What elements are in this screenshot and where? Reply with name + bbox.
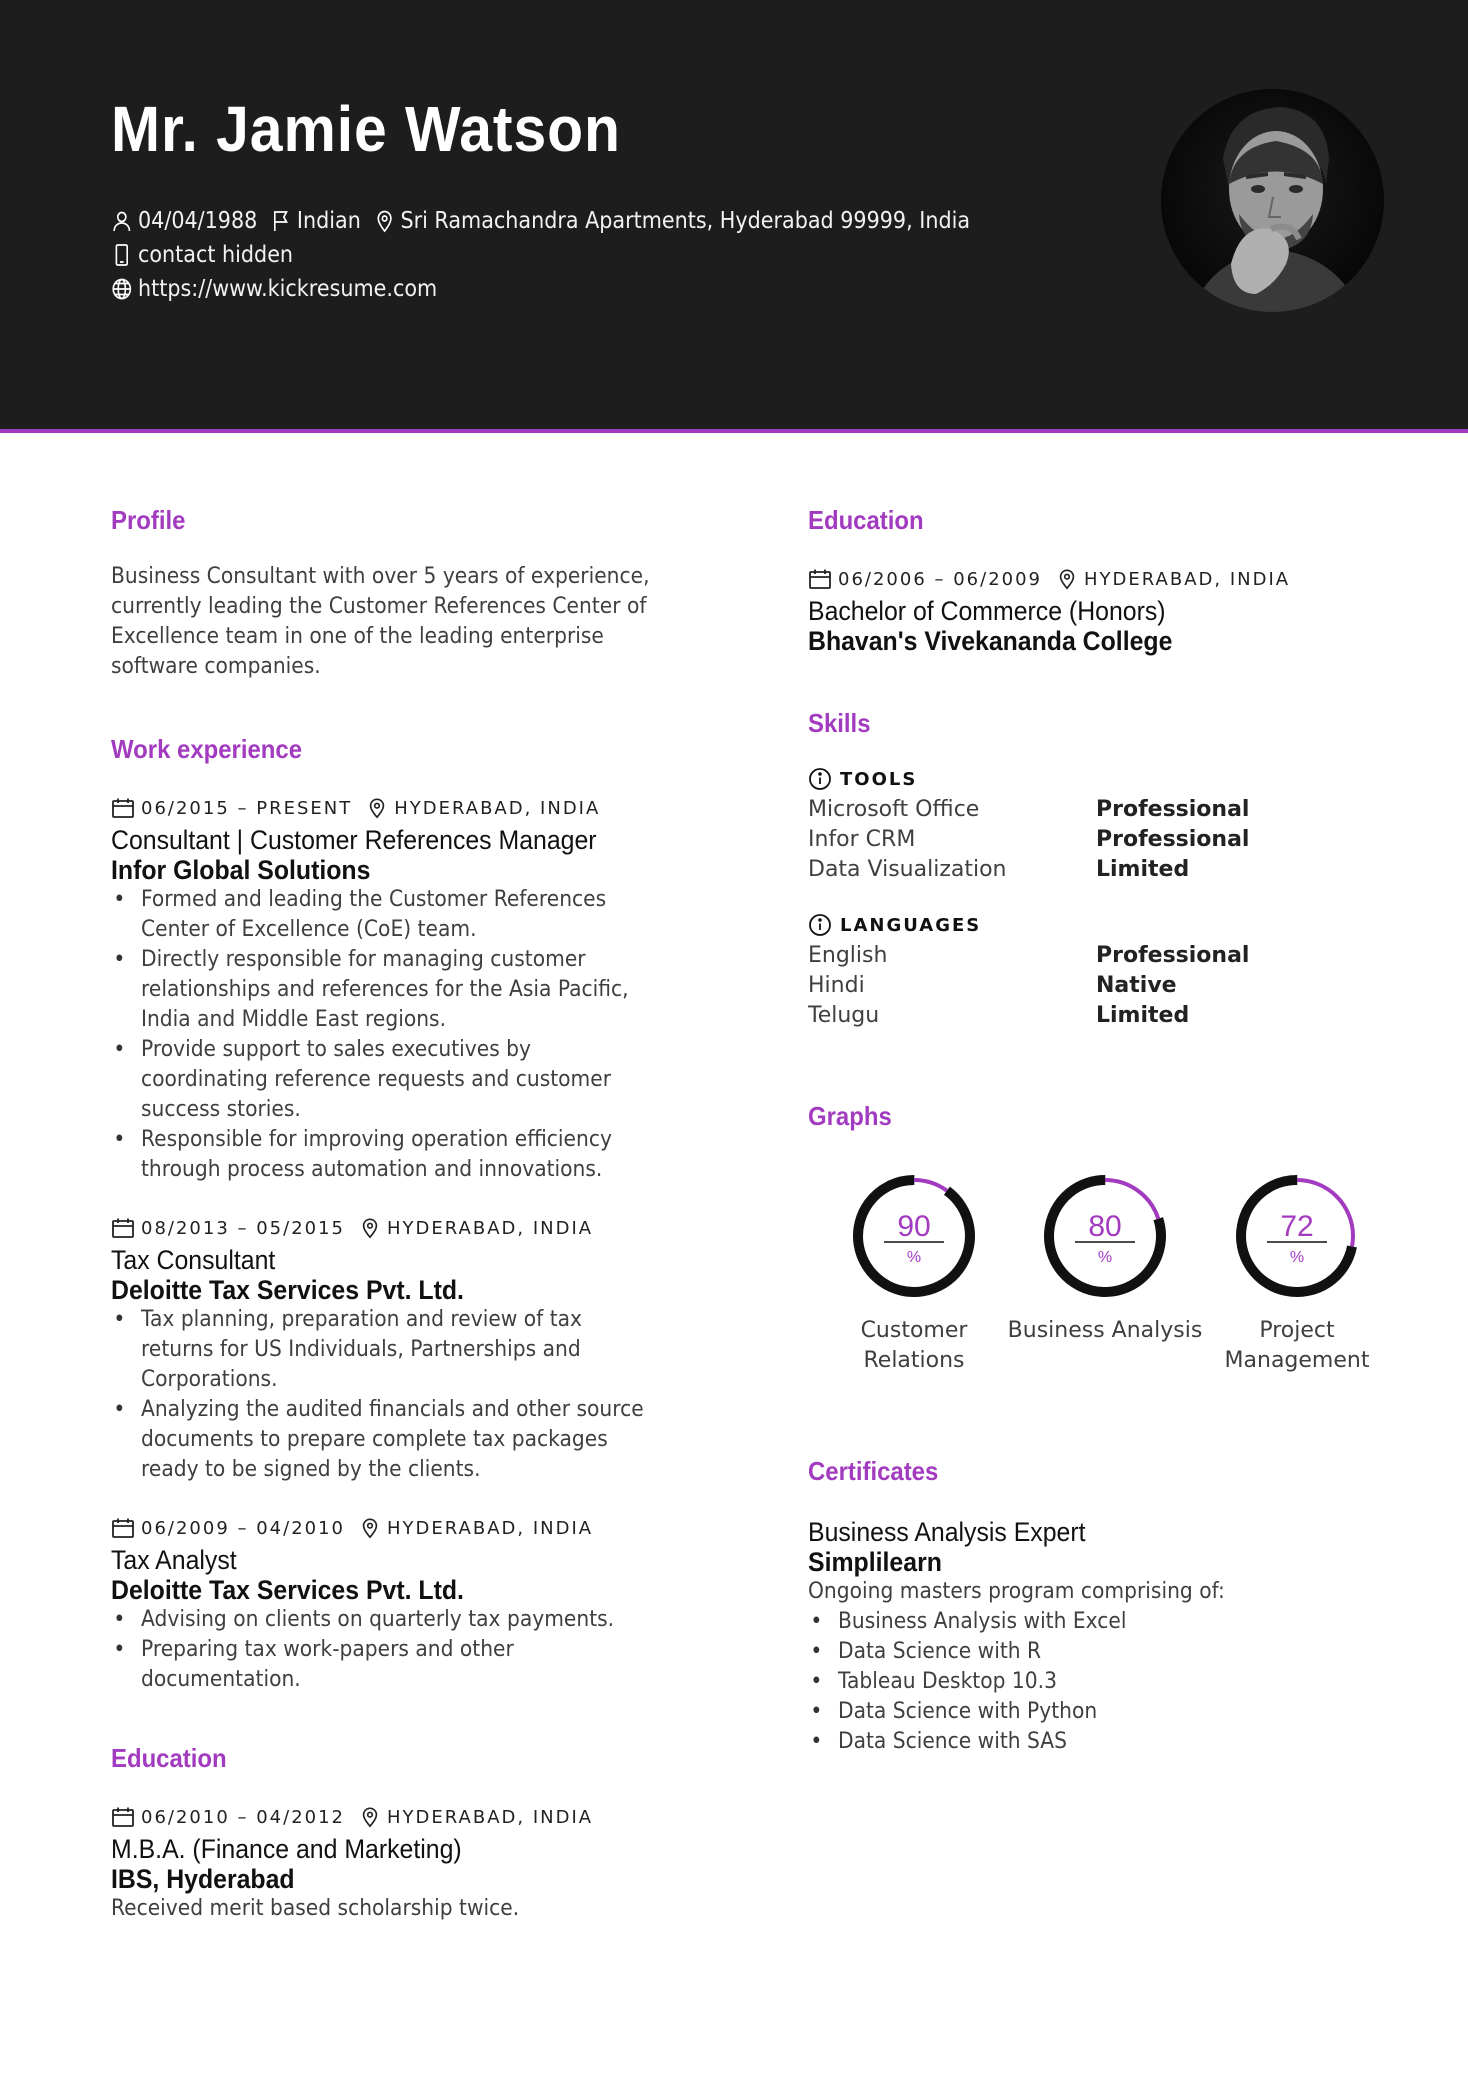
skill-row xyxy=(808,855,1368,885)
birth-date-item xyxy=(111,208,257,234)
gauge-unit: % xyxy=(1289,1249,1305,1266)
education-left-section xyxy=(111,1743,691,1924)
calendar-icon xyxy=(111,1517,135,1539)
job-bullets xyxy=(111,1605,691,1695)
education-note: Received merit based scholarship twice. xyxy=(111,1896,520,1921)
profile-text: Business Consultant with over 5 years of experience, currently leading the Customer References Center of Excellence team in one of the leading enterprise software companies. xyxy=(111,564,650,679)
address: Sri Ramachandra Apartments, Hyderabad 99999, India xyxy=(400,208,971,234)
gauge-value: 80 xyxy=(1088,1210,1122,1243)
certificate-item: • Data Science with SAS xyxy=(838,1727,1353,1757)
skill-level: Native xyxy=(1096,973,1177,998)
personal-info-row xyxy=(111,208,983,234)
job-dates: 08/2013 – 05/2015 xyxy=(141,1217,345,1239)
job-meta xyxy=(111,1215,691,1241)
skill-category xyxy=(808,767,1368,885)
nationality-item xyxy=(270,208,361,234)
skill-level: Professional xyxy=(1096,943,1250,968)
education-school: IBS, Hyderabad xyxy=(111,1864,295,1894)
skill-category-name: LANGUAGES xyxy=(840,914,982,936)
gauge-label: Business Analysis xyxy=(1007,1318,1203,1343)
person-icon xyxy=(111,209,133,233)
job-company: Infor Global Solutions xyxy=(111,855,371,885)
job-bullet: • Formed and leading the Customer References Center of Excellence (CoE) team. xyxy=(141,885,656,945)
job-bullet: • Analyzing the audited financials and other source documents to prepare complete tax packages ready to be signed by the clients. xyxy=(141,1395,656,1485)
jobs-list xyxy=(111,795,691,1695)
phone-icon xyxy=(111,243,133,267)
graphs-list xyxy=(808,1166,1368,1406)
job-location: HYDERABAD, INDIA xyxy=(387,1217,594,1239)
graphs-section xyxy=(808,1101,1368,1406)
job-entry xyxy=(111,1515,691,1695)
address-item xyxy=(373,208,970,234)
gauge-label: Project Management xyxy=(1224,1318,1370,1373)
work-experience-section xyxy=(111,734,691,1695)
gauge-ring xyxy=(1035,1166,1175,1306)
location-pin-icon xyxy=(366,796,388,820)
gauge-label: Customer Relations xyxy=(860,1318,968,1373)
skill-name: Data Visualization xyxy=(808,857,1007,882)
gauge-ring xyxy=(1227,1166,1367,1306)
education-location: HYDERABAD, INDIA xyxy=(1084,568,1291,590)
skill-row xyxy=(808,971,1368,1001)
job-dates: 06/2015 – PRESENT xyxy=(141,797,353,819)
certificates-section xyxy=(808,1456,1368,1757)
location-pin-icon xyxy=(359,1516,381,1540)
skill-name: Microsoft Office xyxy=(808,797,980,822)
location-pin-icon xyxy=(359,1216,381,1240)
skill-row xyxy=(808,1001,1368,1031)
skill-gauge xyxy=(844,1166,984,1373)
education-right-section xyxy=(808,505,1368,656)
certificates-heading: Certificates xyxy=(808,1456,939,1486)
skill-category xyxy=(808,913,1368,1031)
job-bullet: • Advising on clients on quarterly tax payments. xyxy=(141,1605,656,1635)
avatar xyxy=(1161,89,1384,312)
nationality: Indian xyxy=(296,208,361,234)
skill-level: Limited xyxy=(1096,1003,1190,1028)
education-school: Bhavan's Vivekananda College xyxy=(808,626,1173,656)
person-name: Mr. Jamie Watson xyxy=(111,93,621,165)
job-title: Consultant | Customer References Manager xyxy=(111,825,597,855)
education-degree: Bachelor of Commerce (Honors) xyxy=(808,596,1166,626)
job-meta xyxy=(111,1515,691,1541)
skills-section xyxy=(808,708,1368,1031)
job-bullet: • Provide support to sales executives by coordinating reference requests and customer success stories. xyxy=(141,1035,656,1125)
skill-name: Infor CRM xyxy=(808,827,916,852)
job-entry xyxy=(111,1215,691,1485)
website-item[interactable] xyxy=(111,276,437,302)
skill-level: Limited xyxy=(1096,857,1190,882)
skill-row xyxy=(808,941,1368,971)
certificate-items xyxy=(808,1607,1368,1757)
certificate-item: • Business Analysis with Excel xyxy=(838,1607,1353,1637)
phone-row xyxy=(111,242,306,268)
calendar-icon xyxy=(111,797,135,819)
left-column xyxy=(111,505,691,1924)
gauge-unit: % xyxy=(906,1249,922,1266)
phone: contact hidden xyxy=(138,242,294,268)
certificate-description: Ongoing masters program comprising of: xyxy=(808,1579,1225,1604)
website-row xyxy=(111,276,450,302)
education-dates: 06/2006 – 06/2009 xyxy=(838,568,1042,590)
location-pin-icon xyxy=(373,209,395,233)
job-bullet: • Preparing tax work-papers and other documentation. xyxy=(141,1635,656,1695)
certificate-item: • Data Science with R xyxy=(838,1637,1353,1667)
job-company: Deloitte Tax Services Pvt. Ltd. xyxy=(111,1275,464,1305)
skill-name: English xyxy=(808,943,888,968)
certificate-name: Business Analysis Expert xyxy=(808,1517,1086,1547)
globe-icon xyxy=(111,277,133,301)
job-location: HYDERABAD, INDIA xyxy=(387,1517,594,1539)
job-location: HYDERABAD, INDIA xyxy=(394,797,601,819)
education-heading: Education xyxy=(808,505,924,535)
portrait-photo xyxy=(1161,89,1384,312)
education-meta xyxy=(808,566,1368,592)
skill-gauge xyxy=(1007,1166,1203,1343)
job-bullet: • Directly responsible for managing customer relationships and references for the Asia Pacific, India and Middle East regions. xyxy=(141,945,656,1035)
profile-section xyxy=(111,505,691,682)
profile-heading: Profile xyxy=(111,505,186,535)
skill-name: Telugu xyxy=(808,1003,880,1028)
gauge-value: 90 xyxy=(897,1210,931,1243)
certificate-item: • Tableau Desktop 10.3 xyxy=(838,1667,1353,1697)
info-icon xyxy=(808,767,832,791)
phone-item xyxy=(111,242,293,268)
job-bullets xyxy=(111,885,691,1185)
education-dates: 06/2010 – 04/2012 xyxy=(141,1806,345,1828)
skill-row xyxy=(808,795,1368,825)
calendar-icon xyxy=(808,568,832,590)
certificate-issuer: Simplilearn xyxy=(808,1547,942,1577)
location-pin-icon xyxy=(359,1805,381,1829)
job-dates: 06/2009 – 04/2010 xyxy=(141,1517,345,1539)
gauge-value: 72 xyxy=(1280,1210,1314,1243)
calendar-icon xyxy=(111,1806,135,1828)
website-link[interactable]: https://www.kickresume.com xyxy=(138,276,438,302)
education-degree: M.B.A. (Finance and Marketing) xyxy=(111,1834,462,1864)
skill-level: Professional xyxy=(1096,797,1250,822)
job-bullet: • Responsible for improving operation efficiency through process automation and innovations. xyxy=(141,1125,656,1185)
job-title: Tax Analyst xyxy=(111,1545,237,1575)
skill-gauge xyxy=(1224,1166,1370,1373)
skill-category-name: TOOLS xyxy=(840,768,918,790)
gauge-unit: % xyxy=(1097,1249,1113,1266)
skill-row xyxy=(808,825,1368,855)
skill-level: Professional xyxy=(1096,827,1250,852)
skill-category-title xyxy=(808,913,1368,937)
skill-category-title xyxy=(808,767,1368,791)
job-bullets xyxy=(111,1305,691,1485)
certificate-item: • Data Science with Python xyxy=(838,1697,1353,1727)
birth-date: 04/04/1988 xyxy=(138,208,258,234)
education-meta xyxy=(111,1804,691,1830)
resume-header xyxy=(0,0,1468,433)
education-location: HYDERABAD, INDIA xyxy=(387,1806,594,1828)
skills-heading: Skills xyxy=(808,708,871,738)
info-icon xyxy=(808,913,832,937)
skill-name: Hindi xyxy=(808,973,865,998)
job-meta xyxy=(111,795,691,821)
work-experience-heading: Work experience xyxy=(111,734,303,764)
location-pin-icon xyxy=(1056,567,1078,591)
flag-icon xyxy=(270,209,292,233)
job-bullet: • Tax planning, preparation and review of tax returns for US Individuals, Partnerships and Corporations. xyxy=(141,1305,656,1395)
calendar-icon xyxy=(111,1217,135,1239)
skills-list xyxy=(808,767,1368,1031)
job-company: Deloitte Tax Services Pvt. Ltd. xyxy=(111,1575,464,1605)
education-heading: Education xyxy=(111,1743,227,1773)
job-entry xyxy=(111,795,691,1185)
gauge-ring xyxy=(844,1166,984,1306)
graphs-heading: Graphs xyxy=(808,1101,892,1131)
right-column xyxy=(808,505,1368,1757)
job-title: Tax Consultant xyxy=(111,1245,276,1275)
